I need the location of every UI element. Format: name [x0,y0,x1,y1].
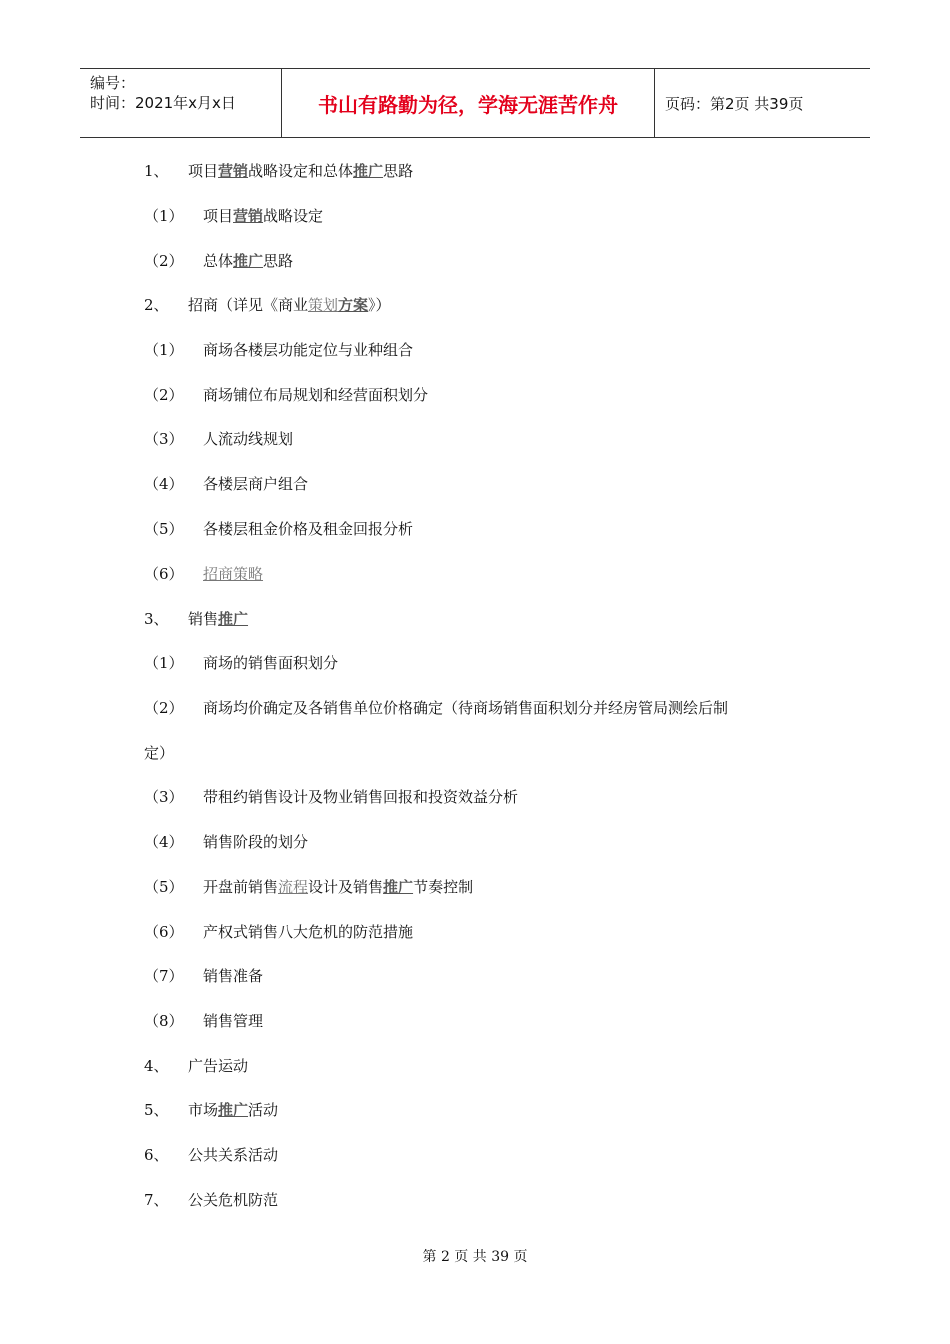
link-promotion[interactable]: 推广 [218,610,249,628]
link-promotion[interactable]: 推广 [233,252,264,270]
outline-item: （7） 销售准备 [144,967,264,985]
outline-item: （3） 带租约销售设计及物业销售回报和投资效益分析 [144,788,519,806]
outline-item: （5） 各楼层租金价格及租金回报分析 [144,520,414,538]
outline-item: （5） 开盘前销售流程设计及销售推广节奏控制 [144,878,474,896]
outline-item-continuation: 定） [144,744,175,762]
header-page-label: 页码：第2页 共39页 [665,94,804,113]
link-plan[interactable]: 方案 [338,296,369,314]
outline-item: （2） 商场铺位布局规划和经营面积划分 [144,386,429,404]
link-process[interactable]: 流程 [278,878,309,896]
outline-item: （1） 商场的销售面积划分 [144,654,339,672]
outline-item: （1） 项目营销战略设定 [144,207,324,225]
outline-item: （4） 各楼层商户组合 [144,475,309,493]
outline-item: 7、 公关危机防范 [144,1191,279,1209]
outline-item: （6） 招商策略 [144,565,264,583]
header-slogan: 书山有路勤为径，学海无涯苦作舟 [282,69,655,137]
page-footer: 第 2 页 共 39 页 [422,1249,528,1265]
outline-item: （1） 商场各楼层功能定位与业种组合 [144,341,414,359]
outline-item: （6） 产权式销售八大危机的防范措施 [144,923,414,941]
link-promotion[interactable]: 推广 [218,1101,249,1119]
link-leasing-strategy[interactable]: 招商策略 [203,565,264,583]
outline-item: （2） 总体推广思路 [144,252,294,270]
outline-item: 5、 市场推广活动 [144,1101,279,1119]
link-planning[interactable]: 策划 [308,296,339,314]
link-marketing[interactable]: 营销 [218,162,249,180]
header-meta-cell [80,69,282,137]
outline-item: （8） 销售管理 [144,1012,264,1030]
link-promotion[interactable]: 推广 [353,162,384,180]
link-marketing[interactable]: 营销 [233,207,264,225]
document-header [80,68,870,138]
outline-item: （4） 销售阶段的划分 [144,833,309,851]
outline-item: 4、 广告运动 [144,1057,249,1075]
doc-time-label: 时间：2021年x月x日 [90,94,236,112]
outline-item: 1、 项目营销战略设定和总体推广思路 [144,162,414,180]
outline-item: （3） 人流动线规划 [144,430,294,448]
outline-item: 2、 招商（详见《商业策划方案》） [144,296,391,314]
outline-item: 3、 销售推广 [144,610,249,628]
doc-number-label: 编号： [90,74,136,92]
link-promotion[interactable]: 推广 [383,878,414,896]
outline-item: 6、 公共关系活动 [144,1146,279,1164]
outline-item: （2） 商场均价确定及各销售单位价格确定（待商场销售面积划分并经房管局测绘后制 [144,699,729,717]
